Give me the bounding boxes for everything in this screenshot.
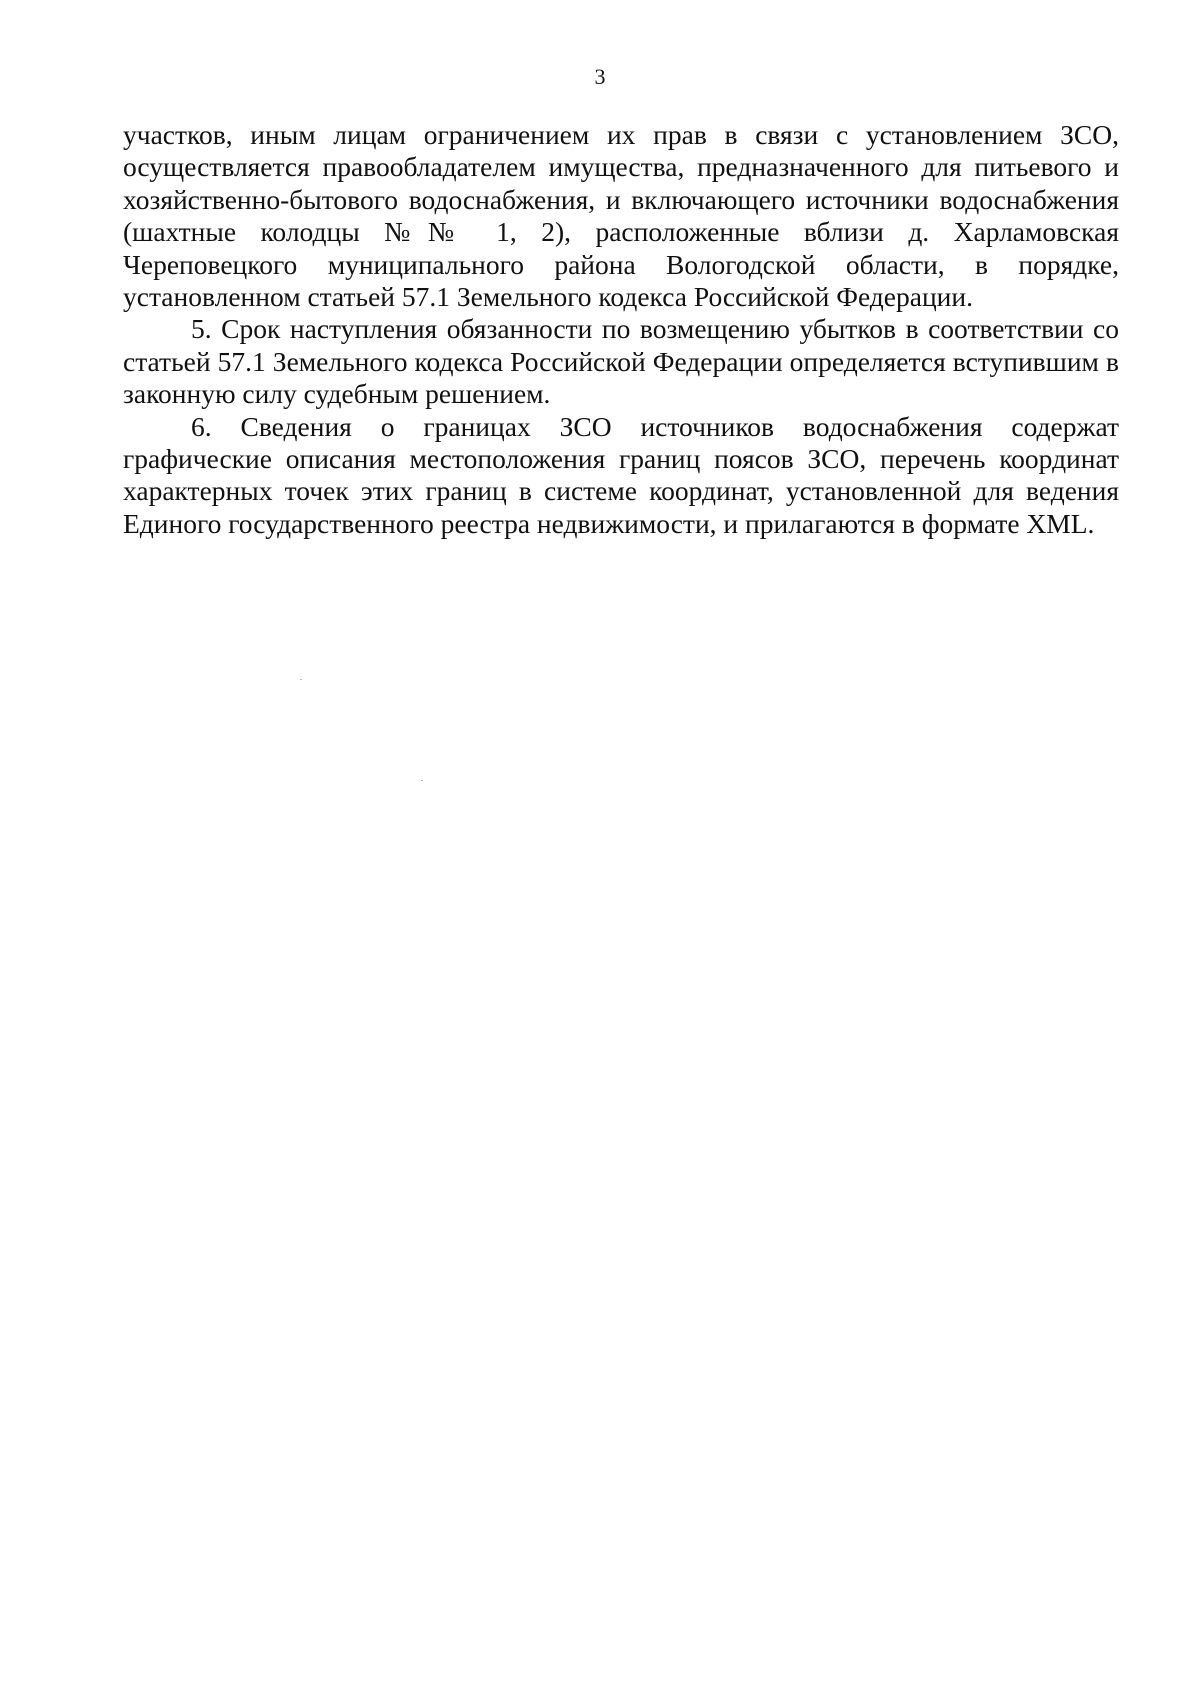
paragraph-item-5: 5. Срок наступления обязанности по возмещению убытков в соответствии со статьей 57.1 Земельного кодекса Российской Федерации определяется вступившим в законную силу судебным решением.	[123, 313, 1119, 410]
document-body	[123, 119, 1119, 540]
scan-speck	[421, 780, 423, 781]
page-number: 3	[594, 64, 606, 89]
paragraph-item-6: 6. Сведения о границах ЗСО источников водоснабжения содержат графические описания местоположения границ поясов ЗСО, перечень координат характерных точек этих границ в системе координат, установленной для ведения Единого государственного реестра недвижимости, и прилагаются в формате XML.	[123, 410, 1119, 539]
scan-speck	[300, 679, 302, 680]
paragraph-continuation: участков, иным лицам ограничением их прав в связи с установлением ЗСО, осуществляется правообладателем имущества, предназначенного для питьевого и хозяйственно-бытового водоснабжения, и включающего источники водоснабжения (шахтные колодцы №№ 1, 2), расположенные вблизи д. Харламовская Череповецкого муниципального района Вологодской области, в порядке, установленном статьей 57.1 Земельного кодекса Российской Федерации.	[123, 119, 1119, 313]
